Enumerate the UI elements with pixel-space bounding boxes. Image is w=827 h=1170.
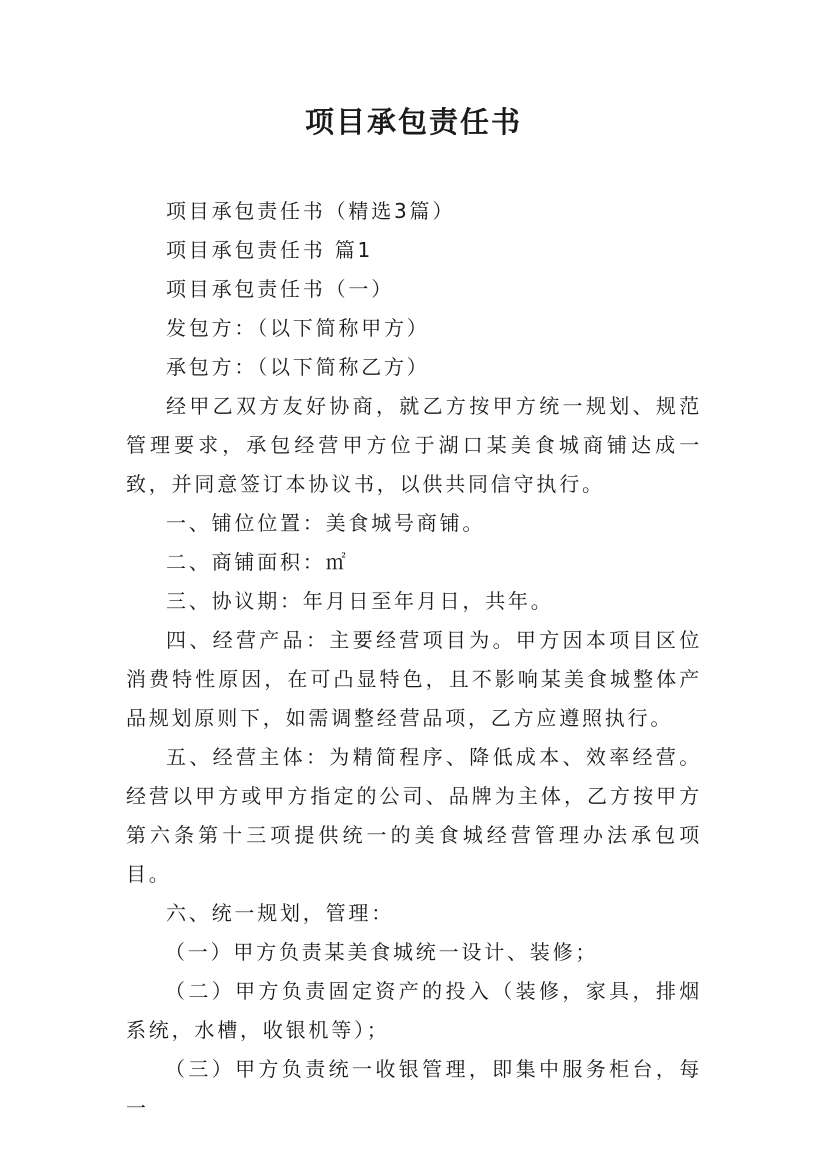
paragraph: （二）甲方负责固定资产的投入（装修，家具，排烟系统，水槽，收银机等）； (126, 979, 702, 1042)
paragraph: 项目承包责任书（一） (166, 277, 394, 301)
document-body (126, 192, 702, 1128)
paragraph: 发包方：（以下简称甲方） (166, 316, 430, 340)
paragraph: 二、商铺面积：㎡ (166, 550, 349, 574)
paragraph: 项目承包责任书（精选3篇） (166, 199, 456, 223)
paragraph: 一、铺位位置：美食城号商铺。 (166, 511, 486, 535)
paragraph: 四、经营产品：主要经营项目为。甲方因本项目区位消费特性原因，在可凸显特色，且不影响某美食城整体产品规划原则下，如需调整经营品项，乙方应遵照执行。 (126, 628, 702, 730)
paragraph: 承包方：（以下简称乙方） (166, 355, 430, 379)
paragraph: 五、经营主体：为精简程序、降低成本、效率经营。经营以甲方或甲方指定的公司、品牌为主体，乙方按甲方第六条第十三项提供统一的美食城经营管理办法承包项目。 (126, 745, 702, 886)
paragraph: 项目承包责任书 篇1 (166, 238, 374, 262)
document-title: 项目承包责任书 (304, 105, 522, 139)
paragraph: 经甲乙双方友好协商，就乙方按甲方统一规划、规范管理要求，承包经营甲方位于湖口某美食城商铺达成一致，并同意签订本协议书，以供共同信守执行。 (126, 394, 702, 496)
paragraph: （三）甲方负责统一收银管理，即集中服务柜台，每一 (126, 1057, 702, 1120)
paragraph: 六、统一规划，管理： (166, 901, 394, 925)
paragraph: （一）甲方负责某美食城统一设计、装修； (165, 940, 599, 964)
paragraph: 三、协议期：年月日至年月日，共年。 (166, 589, 554, 613)
